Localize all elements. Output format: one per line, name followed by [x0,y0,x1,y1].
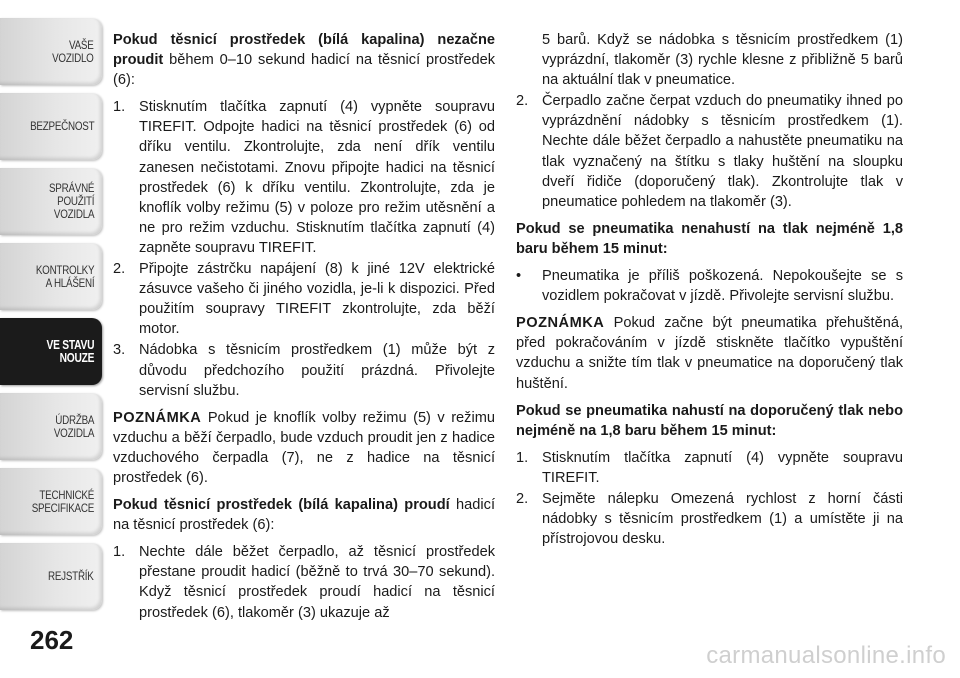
tab-label: VE STAVU NOUZE [46,337,94,365]
tab-udrzba[interactable] [0,393,102,460]
tab-label: VAŠE VOZIDLO [52,37,94,65]
list-item [113,97,495,258]
list-item [516,91,903,212]
tab-label: BEZPEČNOST [29,119,94,133]
left-column [113,30,495,630]
tab-label: TECHNICKÉ SPECIFIKACE [31,487,94,515]
tab-spravne-pouziti[interactable] [0,168,102,235]
bullet-mark: • [516,268,522,285]
note-text: Pokud začne být pneumatika přehuštěná, před pokračováním v jízdě stiskněte tlačítko vypuštění vzduchu a snižte tím tlak v pneumatice na doporučený tlak huštění. [516,315,903,392]
list-item [113,542,495,622]
list-continuation: 5 barů. Když se nádobka s těsnicím prostředkem (1) vyprázdní, tlakoměr (3) rychle klesne z přibližně 5 barů na aktuální tlak v pneumatice. [542,32,903,89]
tab-label: KONTROLKY A HLÁŠENÍ [35,262,94,290]
paragraph [113,30,495,90]
tab-label: REJSTŘÍK [48,569,94,583]
note-text: Pokud je knoflík volby režimu (5) v režimu vzduchu a běží čerpadlo, bude vzduch proudit jen z hadice vzduchového čerpadla (7), ne z hadice na těsnicí prostředek (6). [113,409,495,486]
numbered-list [516,448,903,549]
list-number: 2. [113,261,126,278]
tab-ve-stavu-nouze[interactable] [0,318,102,385]
note-label: POZNÁMKA [516,315,605,332]
section-heading: Pokud těsnicí prostředek (bílá kapalina) nezačne proudit [113,32,495,69]
list-item [516,266,903,306]
list-number: 2. [516,93,529,110]
list-number: 3. [113,342,126,359]
list-number: 1. [113,99,126,116]
tab-technicke-specifikace[interactable] [0,468,102,535]
bullet-list [516,266,903,306]
tab-bezpecnost[interactable] [0,93,102,160]
paragraph-text: během 0–10 sekund hadicí na těsnicí prostředek (6): [113,52,495,89]
list-item [516,448,903,488]
chapter-tabs [0,18,102,618]
list-text: Čerpadlo začne čerpat vzduch do pneumatiky ihned po vyprázdnění nádobky s těsnicím prostředkem (1). Nechte dále běžet čerpadlo a nahustěte pneumatiku na tlak vyznačený na štítku s tlaky huštění na sloupku dveří řidiče (doporučený tlak). Zkontrolujte tlak v pneumatice pohledem na tlakoměr (3). [542,93,903,210]
tab-vase-vozidlo[interactable] [0,18,102,85]
note-paragraph [113,408,495,488]
list-number: 2. [516,490,529,507]
numbered-list [113,97,495,400]
tab-kontrolky[interactable] [0,243,102,310]
right-column [516,30,903,556]
numbered-list [516,91,903,212]
list-text: Stisknutím tlačítka zapnutí (4) vypněte soupravu TIREFIT. Odpojte hadici na těsnicí prostředek (6) od dříku ventilu. Zkontrolujte, zda není dřík ventilu zanesen nečistotami. Znovu připojte hadici na těsnicí prostředek (6) k dříku ventilu. Zkontrolujte, zda je knoflík volby režimu (5) v poloze pro režim utěsnění a ne pro režim vzduchu. Stisknutím tlačítka zapnutí (4) zapněte soupravu TIREFIT. [139,99,495,256]
tab-label: SPRÁVNÉ POUŽITÍ VOZIDLA [48,181,94,221]
list-item [113,340,495,400]
list-text: Nádobka s těsnicím prostředkem (1) může být z důvodu předchozího použití prázdná. Přivolejte servisní službu. [139,342,495,399]
list-text: Sejměte nálepku Omezená rychlost z horní části nádobky s těsnicím prostředkem (1) a umístěte ji na přístrojovou desku. [542,490,903,548]
note-paragraph [516,313,903,393]
paragraph-text: hadicí na těsnicí prostředek (6): [113,497,496,534]
tab-rejstrik[interactable] [0,543,102,610]
page-number: 262 [30,625,74,655]
list-text: Pneumatika je příliš poškozená. Nepokoušejte se s vozidlem pokračovat v jízdě. Přivolejte servisní službu. [542,268,903,305]
section-heading: Pokud se pneumatika nahustí na doporučený tlak nebo nejméně na 1,8 baru během 15 minut: [516,402,903,439]
list-text: Nechte dále běžet čerpadlo, až těsnicí prostředek přestane proudit hadicí (běžně to trvá 30–70 sekund). Když těsnicí prostředek proudí hadicí na těsnicí prostředek (6), tlakoměr (3) ukazuje až [139,544,495,621]
list-item [516,489,903,549]
note-label: POZNÁMKA [113,409,202,426]
list-text: Stisknutím tlačítka zapnutí (4) vypněte soupravu TIREFIT. [542,449,903,486]
numbered-list [113,542,495,622]
list-text: Připojte zástrčku napájení (8) k jiné 12V elektrické zásuvce vašeho či jiného vozidla, je-li k dispozici. Před použitím soupravy TIREFIT zkontrolujte, zda běží motor. [139,261,495,338]
watermark: carmanualsonline.info [706,642,946,669]
tab-label: ÚDRŽBA VOZIDLA [53,412,94,440]
list-number: 1. [516,449,529,466]
section-heading: Pokud těsnicí prostředek (bílá kapalina) proudí [113,497,450,514]
list-number: 1. [113,544,126,561]
list-item [113,259,495,339]
section-heading: Pokud se pneumatika nenahustí na tlak nejméně 1,8 baru během 15 minut: [516,220,903,257]
paragraph [113,495,495,535]
